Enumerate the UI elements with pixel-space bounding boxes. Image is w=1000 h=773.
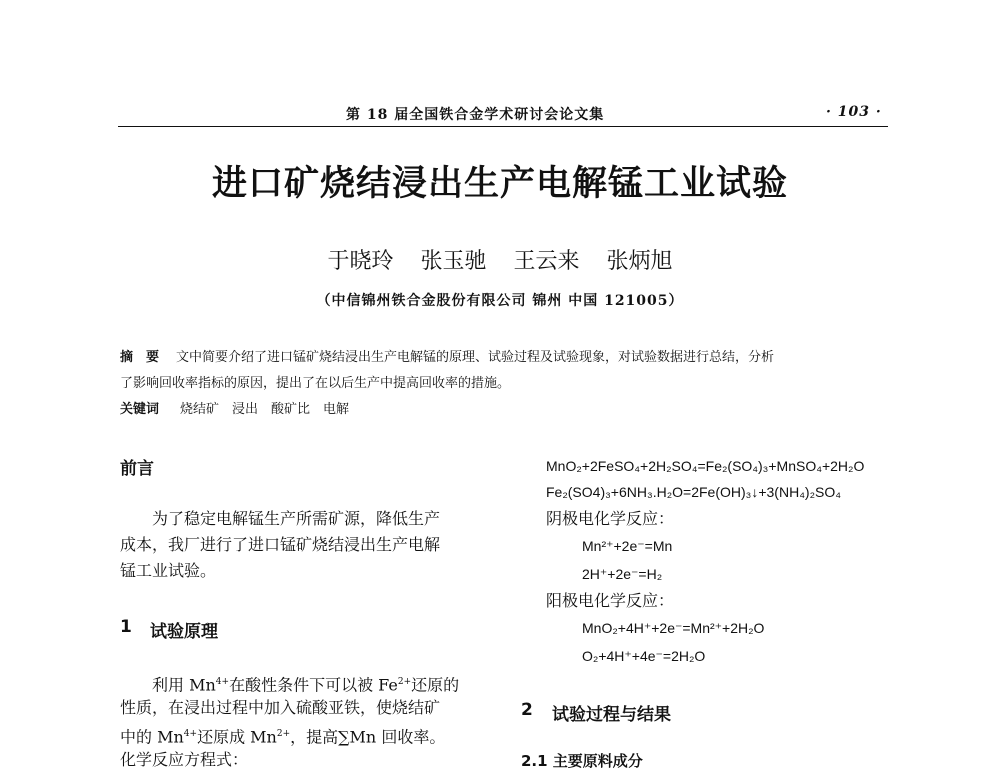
preface-line-1: 为了稳定电解锰生产所需矿源，降低生产 — [152, 509, 441, 528]
abstract-line-2: 了影响回收率指标的原因，提出了在以后生产中提高回收率的措施。 — [120, 376, 511, 391]
anode-label: 阳极电化学反应： — [546, 591, 675, 610]
abstract-line-1: 文中简要介绍了进口锰矿烧结浸出生产电解锰的原理、试验过程及试验现象，对试验数据进行总结，分析 — [176, 350, 775, 365]
journal-header: 第 18 届全国铁合金学术研讨会论文集 — [346, 107, 605, 123]
keywords-label: 关键词 — [120, 402, 160, 417]
cathode-label: 阴极电化学反应： — [546, 509, 675, 528]
keywords: 烧结矿 浸出 酸矿比 电解 — [180, 402, 350, 417]
principle-line-4: 化学反应方程式： — [120, 750, 249, 769]
section-1-title: 试验原理 — [150, 622, 218, 642]
principle-line-2: 性质，在浸出过程中加入硫酸亚铁，使烧结矿 — [120, 698, 441, 717]
author: 于晓玲 — [327, 249, 394, 274]
equation-6: O₂+4H⁺+4e⁻=2H₂O — [582, 648, 706, 664]
equation-5: MnO₂+4H⁺+2e⁻=Mn²⁺+2H₂O — [582, 620, 765, 636]
page-number: · 103 · — [826, 104, 882, 120]
affiliation: （中信锦州铁合金股份有限公司 锦州 中国 121005） — [316, 293, 684, 309]
preface-line-3: 锰工业试验。 — [120, 561, 217, 580]
equation-1: MnO₂+2FeSO₄+2H₂SO₄=Fe₂(SO₄)₃+MnSO₄+2H₂O — [546, 458, 865, 474]
header-rule — [118, 126, 888, 127]
equation-3: Mn²⁺+2e⁻=Mn — [582, 538, 673, 554]
preface-heading: 前言 — [120, 459, 154, 479]
principle-line-1: 利用 $Mn^{4+}$在酸性条件下可以被 $Fe^{2+}$还原的 — [152, 675, 460, 695]
equation-4: 2H⁺+2e⁻=H₂ — [582, 566, 663, 582]
section-2-number: 2 — [521, 700, 533, 720]
author-list — [0, 244, 1000, 275]
paper-title: 进口矿烧结浸出生产电解锰工业试验 — [211, 164, 788, 204]
equation-2: Fe₂(SO4)₃+6NH₃.H₂O=2Fe(OH)₃↓+3(NH₄)₂SO₄ — [546, 484, 841, 500]
author: 张玉驰 — [420, 249, 487, 274]
author: 张炳旭 — [606, 249, 673, 274]
preface-line-2: 成本，我厂进行了进口锰矿烧结浸出生产电解 — [120, 535, 441, 554]
section-2-title: 试验过程与结果 — [552, 705, 671, 725]
section-1-number: 1 — [120, 617, 132, 637]
abstract-label: 摘 要 — [120, 350, 160, 365]
author: 王云来 — [513, 249, 580, 274]
principle-line-3: 中的 $Mn^{4+}$还原成 $Mn^{2+}$，提高∑Mn 回收率。 — [120, 727, 446, 747]
section-2-1-heading: 2.1 主要原料成分 — [521, 752, 643, 770]
